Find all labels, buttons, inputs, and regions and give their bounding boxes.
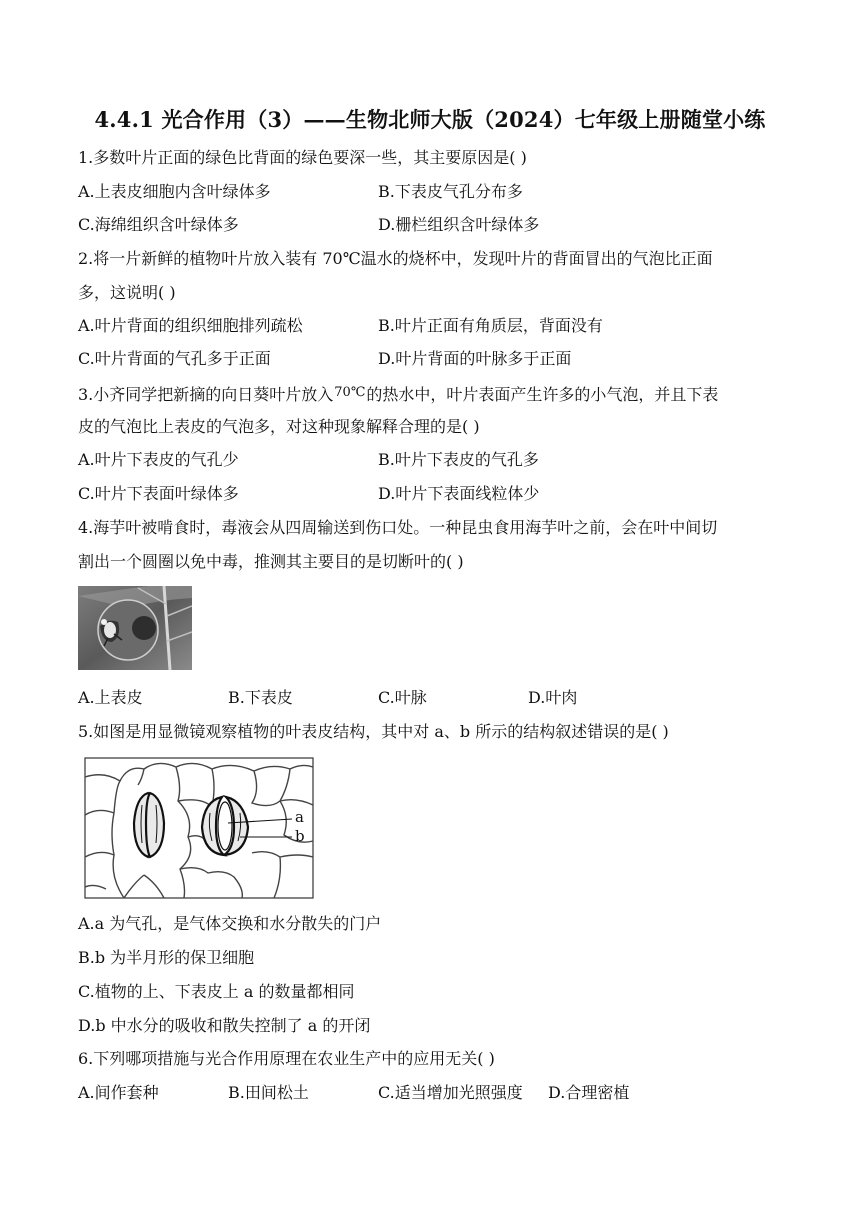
question-5-stem: 5.如图是用显微镜观察植物的叶表皮结构，其中对 a、b 所示的结构叙述错误的是( ) <box>78 722 669 741</box>
question-2-option-c: C.叶片背面的气孔多于正面 <box>78 349 271 368</box>
stomata-drawing <box>84 757 314 899</box>
question-4-stem-line-2: 割出一个圆圈以免中毒，推测其主要目的是切断叶的( ) <box>78 552 464 571</box>
stomata-diagram <box>84 757 314 899</box>
question-5-option-c: C.植物的上、下表皮上 a 的数量都相同 <box>78 982 355 1001</box>
question-6-option-b: B.田间松土 <box>228 1083 309 1102</box>
question-2-option-d: D.叶片背面的叶脉多于正面 <box>378 349 572 368</box>
question-3-option-c: C.叶片下表面叶绿体多 <box>78 484 239 503</box>
question-4-option-b: B.下表皮 <box>228 688 293 707</box>
question-1-stem: 1.多数叶片正面的绿色比背面的绿色要深一些，其主要原因是( ) <box>78 148 527 167</box>
question-3-stem-part-1: 3.小齐同学把新摘的向日葵叶片放入 <box>78 385 334 404</box>
question-4-stem-line-1: 4.海芋叶被啃食时，毒液会从四周输送到伤口处。一种昆虫食用海芋叶之前，会在叶中间切 <box>78 518 718 537</box>
question-1-option-d: D.栅栏组织含叶绿体多 <box>378 215 540 234</box>
leaf-photo <box>78 586 192 670</box>
question-5-option-a: A.a 为气孔，是气体交换和水分散失的门户 <box>78 914 382 933</box>
temperature-value: 70℃ <box>334 385 366 400</box>
question-4-option-c: C.叶脉 <box>378 688 427 707</box>
question-4-option-a: A.上表皮 <box>78 688 143 707</box>
question-4-option-d: D.叶肉 <box>528 688 578 707</box>
question-3-option-b: B.叶片下表皮的气孔多 <box>378 450 539 469</box>
question-2-stem-line-2: 多，这说明( ) <box>78 283 176 302</box>
question-3-stem-line-1 <box>78 383 718 405</box>
label-a: a <box>295 808 304 826</box>
question-3-stem-part-2: 的热水中，叶片表面产生许多的小气泡，并且下表 <box>366 385 719 404</box>
question-2-stem-line-1: 2.将一片新鲜的植物叶片放入装有 70℃温水的烧杯中，发现叶片的背面冒出的气泡比正面 <box>78 249 713 268</box>
question-3-option-a: A.叶片下表皮的气孔少 <box>78 450 239 469</box>
question-6-option-a: A.间作套种 <box>78 1083 159 1102</box>
label-b: b <box>295 827 305 845</box>
question-5-option-d: D.b 中水分的吸收和散失控制了 a 的开闭 <box>78 1016 371 1035</box>
question-3-stem-line-2: 皮的气泡比上表皮的气泡多，对这种现象解释合理的是( ) <box>78 417 480 436</box>
question-2-option-b: B.叶片正面有角质层，背面没有 <box>378 316 603 335</box>
question-1-option-b: B.下表皮气孔分布多 <box>378 182 523 201</box>
question-1-option-c: C.海绵组织含叶绿体多 <box>78 215 239 234</box>
page-title: 4.4.1 光合作用（3）——生物北师大版（2024）七年级上册随堂小练 <box>94 107 766 132</box>
question-6-option-c: C.适当增加光照强度 <box>378 1083 523 1102</box>
question-6-option-d: D.合理密植 <box>548 1083 630 1102</box>
question-1-option-a: A.上表皮细胞内含叶绿体多 <box>78 182 271 201</box>
question-2-option-a: A.叶片背面的组织细胞排列疏松 <box>78 316 303 335</box>
question-6-stem: 6.下列哪项措施与光合作用原理在农业生产中的应用无关( ) <box>78 1049 495 1068</box>
question-3-option-d: D.叶片下表面线粒体少 <box>378 484 540 503</box>
question-5-option-b: B.b 为半月形的保卫细胞 <box>78 948 255 967</box>
